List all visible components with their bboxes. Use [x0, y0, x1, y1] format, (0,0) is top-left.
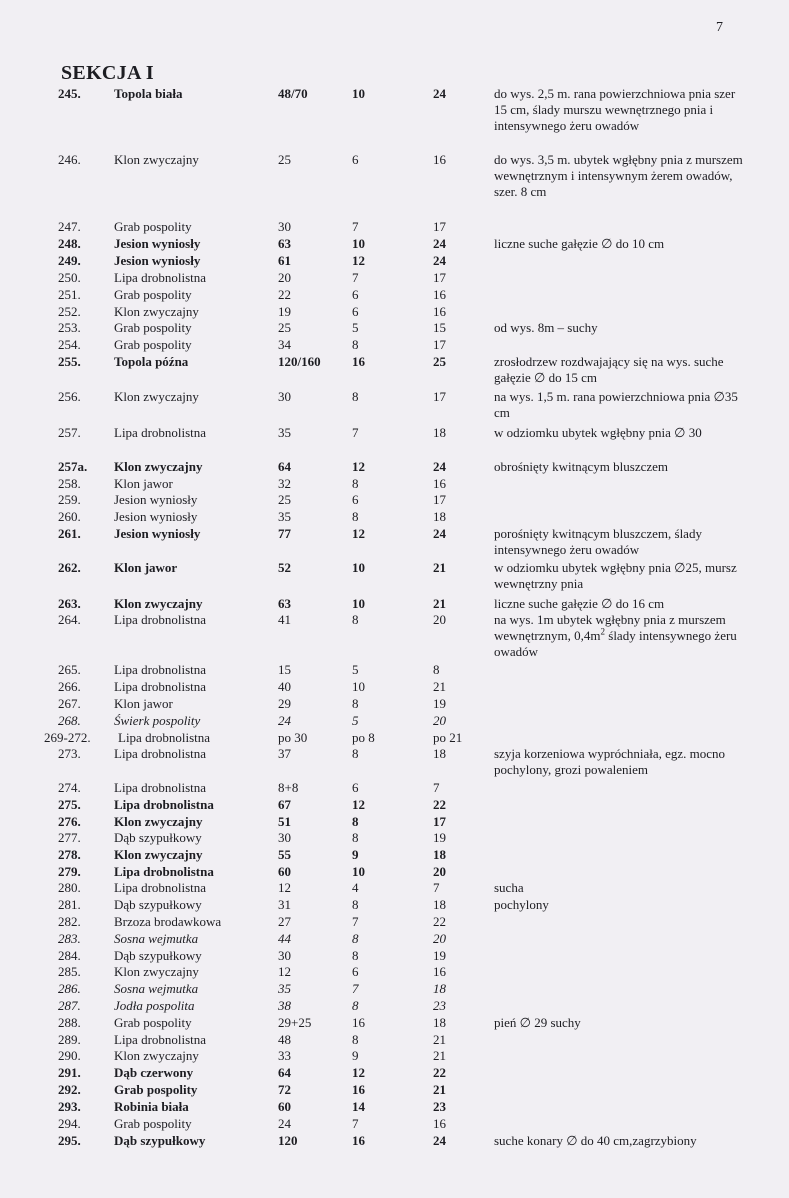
species-name: Lipa drobnolistna [114, 662, 207, 677]
trunk-circumference: 64 [278, 459, 291, 474]
species-name: Lipa drobnolistna [114, 1032, 207, 1047]
species-name: Grab pospolity [114, 1082, 198, 1097]
tree-number: 257. [58, 425, 81, 440]
tree-number: 279. [58, 864, 81, 879]
species-name: Klon zwyczajny [114, 1048, 199, 1063]
species-name: Jesion wyniosły [114, 526, 201, 541]
tree-height: 9 [352, 1048, 359, 1063]
species-name: Lipa drobnolistna [114, 746, 207, 761]
tree-number: 245. [58, 86, 81, 101]
tree-height: 10 [352, 596, 365, 611]
species-name: Klon zwyczajny [114, 596, 203, 611]
species-name: Lipa drobnolistna [114, 780, 207, 795]
crown-width: 15 [433, 320, 446, 335]
species-name: Jesion wyniosły [114, 492, 198, 507]
tree-height: 7 [352, 1116, 359, 1131]
trunk-circumference: 30 [278, 219, 291, 234]
species-name: Topola późna [114, 354, 189, 369]
species-name: Lipa drobnolistna [114, 864, 214, 879]
tree-height: 8 [352, 897, 359, 912]
crown-width: po 21 [433, 730, 463, 745]
tree-height: 7 [352, 981, 359, 996]
section-title: SEKCJA I [61, 62, 154, 84]
crown-width: 7 [433, 780, 440, 795]
trunk-circumference: 120 [278, 1133, 298, 1148]
tree-height: 16 [352, 354, 365, 369]
trunk-circumference: 35 [278, 425, 291, 440]
species-name: Brzoza brodawkowa [114, 914, 222, 929]
tree-height: 6 [352, 964, 359, 979]
tree-number: 261. [58, 526, 81, 541]
species-name: Klon jawor [114, 476, 173, 491]
species-name: Dąb szypułkowy [114, 897, 202, 912]
crown-width: 21 [433, 596, 446, 611]
species-name: Klon zwyczajny [114, 389, 199, 404]
crown-width: 18 [433, 847, 446, 862]
condition-note: w odziomku ubytek wgłębny pnia ∅25, mursz wewnętrzny pnia [494, 560, 737, 591]
tree-number: 280. [58, 880, 81, 895]
crown-width: 22 [433, 914, 446, 929]
crown-width: 21 [433, 679, 446, 694]
tree-height: 5 [352, 320, 359, 335]
trunk-circumference: 55 [278, 847, 291, 862]
trunk-circumference: 31 [278, 897, 291, 912]
tree-number: 289. [58, 1032, 81, 1047]
tree-number: 253. [58, 320, 81, 335]
condition-note: zrosłodrzew rozdwajający się na wys. suche gałęzie ∅ do 15 cm [494, 354, 724, 385]
tree-height: 6 [352, 304, 359, 319]
tree-height: 8 [352, 476, 359, 491]
tree-number: 246. [58, 152, 81, 167]
trunk-circumference: 72 [278, 1082, 291, 1097]
tree-number: 264. [58, 612, 81, 627]
tree-number: 295. [58, 1133, 81, 1148]
tree-height: 12 [352, 526, 365, 541]
tree-number: 263. [58, 596, 81, 611]
tree-height: 12 [352, 253, 365, 268]
crown-width: 22 [433, 797, 446, 812]
tree-height: 6 [352, 492, 359, 507]
tree-height: 16 [352, 1015, 365, 1030]
trunk-circumference: 25 [278, 320, 291, 335]
trunk-circumference: 64 [278, 1065, 291, 1080]
condition-note: na wys. 1,5 m. rana powierzchniowa pnia ∅35 cm [494, 389, 738, 420]
species-name: Dąb czerwony [114, 1065, 194, 1080]
trunk-circumference: 15 [278, 662, 291, 677]
trunk-circumference: 60 [278, 1099, 291, 1114]
tree-height: 8 [352, 998, 359, 1013]
trunk-circumference: 27 [278, 914, 291, 929]
condition-note: liczne suche gałęzie ∅ do 10 cm [494, 236, 665, 251]
tree-height: 7 [352, 914, 359, 929]
condition-note: szyja korzeniowa wypróchniała, egz. mocno pochylony, grozi powaleniem [494, 746, 726, 777]
crown-width: 19 [433, 830, 446, 845]
species-name: Grab pospolity [114, 1015, 192, 1030]
tree-number: 288. [58, 1015, 81, 1030]
tree-number: 262. [58, 560, 81, 575]
tree-height: 6 [352, 287, 359, 302]
crown-width: 18 [433, 1015, 446, 1030]
condition-note: obrośnięty kwitnącym bluszczem [494, 459, 669, 474]
tree-number: 249. [58, 253, 81, 268]
tree-height: 7 [352, 270, 359, 285]
trunk-circumference: 20 [278, 270, 291, 285]
tree-height: 12 [352, 459, 365, 474]
tree-height: po 8 [352, 730, 375, 745]
trunk-circumference: po 30 [278, 730, 308, 745]
tree-number: 283. [58, 931, 81, 946]
species-name: Dąb szypułkowy [114, 830, 202, 845]
species-name: Klon zwyczajny [114, 304, 199, 319]
trunk-circumference: 34 [278, 337, 291, 352]
tree-height: 6 [352, 780, 359, 795]
tree-number: 265. [58, 662, 81, 677]
tree-height: 10 [352, 86, 365, 101]
crown-width: 16 [433, 1116, 446, 1131]
tree-number: 287. [58, 998, 81, 1013]
tree-height: 12 [352, 1065, 365, 1080]
tree-height: 8 [352, 814, 359, 829]
species-name: Klon jawor [114, 696, 173, 711]
species-name: Dąb szypułkowy [114, 1133, 206, 1148]
tree-height: 10 [352, 560, 365, 575]
tree-number: 276. [58, 814, 81, 829]
species-name: Lipa drobnolistna [118, 730, 211, 745]
condition-note: pień ∅ 29 suchy [494, 1015, 581, 1030]
trunk-circumference: 60 [278, 864, 291, 879]
trunk-circumference: 33 [278, 1048, 291, 1063]
crown-width: 19 [433, 948, 446, 963]
species-name: Lipa drobnolistna [114, 880, 207, 895]
species-name: Dąb szypułkowy [114, 948, 202, 963]
trunk-circumference: 35 [278, 509, 291, 524]
species-name: Lipa drobnolistna [114, 679, 207, 694]
trunk-circumference: 24 [278, 713, 291, 728]
trunk-circumference: 51 [278, 814, 291, 829]
crown-width: 25 [433, 354, 446, 369]
crown-width: 24 [433, 236, 446, 251]
trunk-circumference: 12 [278, 964, 291, 979]
trunk-circumference: 77 [278, 526, 291, 541]
condition-note: do wys. 3,5 m. ubytek wgłębny pnia z murszem wewnętrznym i intensywnym żerem owadów, szer. 8 cm [494, 152, 743, 199]
tree-height: 8 [352, 830, 359, 845]
trunk-circumference: 25 [278, 152, 291, 167]
tree-height: 8 [352, 389, 359, 404]
tree-number: 258. [58, 476, 81, 491]
crown-width: 16 [433, 964, 446, 979]
species-name: Sosna wejmutka [114, 931, 199, 946]
condition-note: sucha [494, 880, 524, 895]
crown-width: 20 [433, 713, 446, 728]
condition-note: liczne suche gałęzie ∅ do 16 cm [494, 596, 665, 611]
page-number: 7 [716, 20, 723, 35]
tree-height: 16 [352, 1133, 365, 1148]
trunk-circumference: 41 [278, 612, 291, 627]
species-name: Jodła pospolita [114, 998, 195, 1013]
tree-number: 285. [58, 964, 81, 979]
trunk-circumference: 30 [278, 830, 291, 845]
species-name: Lipa drobnolistna [114, 425, 207, 440]
tree-number: 277. [58, 830, 81, 845]
crown-width: 17 [433, 814, 446, 829]
tree-number: 256. [58, 389, 81, 404]
trunk-circumference: 37 [278, 746, 291, 761]
tree-number: 286. [58, 981, 81, 996]
crown-width: 17 [433, 337, 446, 352]
tree-number: 273. [58, 746, 81, 761]
tree-number: 254. [58, 337, 81, 352]
trunk-circumference: 29 [278, 696, 291, 711]
tree-height: 14 [352, 1099, 365, 1114]
crown-width: 18 [433, 425, 446, 440]
tree-height: 8 [352, 948, 359, 963]
trunk-circumference: 30 [278, 948, 291, 963]
tree-height: 16 [352, 1082, 365, 1097]
crown-width: 24 [433, 459, 446, 474]
crown-width: 18 [433, 509, 446, 524]
crown-width: 24 [433, 253, 446, 268]
species-name: Sosna wejmutka [114, 981, 199, 996]
crown-width: 21 [433, 1048, 446, 1063]
species-name: Jesion wyniosły [114, 236, 201, 251]
crown-width: 8 [433, 662, 440, 677]
tree-number: 248. [58, 236, 81, 251]
crown-width: 7 [433, 880, 440, 895]
tree-height: 8 [352, 931, 359, 946]
species-name: Lipa drobnolistna [114, 270, 207, 285]
crown-width: 17 [433, 219, 446, 234]
tree-number: 282. [58, 914, 81, 929]
species-name: Lipa drobnolistna [114, 797, 214, 812]
tree-height: 12 [352, 797, 365, 812]
tree-number: 294. [58, 1116, 81, 1131]
crown-width: 16 [433, 476, 446, 491]
tree-height: 8 [352, 337, 359, 352]
crown-width: 21 [433, 1032, 446, 1047]
tree-height: 6 [352, 152, 359, 167]
tree-height: 7 [352, 219, 359, 234]
condition-note: suche konary ∅ do 40 cm,zagrzybiony [494, 1133, 697, 1148]
crown-width: 18 [433, 981, 446, 996]
tree-height: 5 [352, 713, 359, 728]
trunk-circumference: 25 [278, 492, 291, 507]
species-name: Grab pospolity [114, 1116, 192, 1131]
crown-width: 16 [433, 304, 446, 319]
tree-number: 267. [58, 696, 81, 711]
crown-width: 16 [433, 152, 446, 167]
tree-number: 290. [58, 1048, 81, 1063]
tree-height: 8 [352, 746, 359, 761]
crown-width: 23 [433, 998, 446, 1013]
trunk-circumference: 120/160 [278, 354, 321, 369]
tree-height: 8 [352, 612, 359, 627]
species-name: Klon zwyczajny [114, 847, 203, 862]
tree-height: 9 [352, 847, 359, 862]
condition-note: pochylony [494, 897, 549, 912]
trunk-circumference: 22 [278, 287, 291, 302]
tree-number: 278. [58, 847, 81, 862]
tree-number: 260. [58, 509, 81, 524]
tree-number: 275. [58, 797, 81, 812]
crown-width: 21 [433, 1082, 446, 1097]
species-name: Grab pospolity [114, 219, 192, 234]
crown-width: 18 [433, 746, 446, 761]
trunk-circumference: 52 [278, 560, 291, 575]
tree-number: 292. [58, 1082, 81, 1097]
trunk-circumference: 24 [278, 1116, 291, 1131]
species-name: Grab pospolity [114, 337, 192, 352]
crown-width: 17 [433, 270, 446, 285]
condition-note: w odziomku ubytek wgłębny pnia ∅ 30 [494, 425, 702, 440]
crown-width: 20 [433, 931, 446, 946]
species-name: Klon zwyczajny [114, 964, 199, 979]
species-name: Klon jawor [114, 560, 178, 575]
condition-note: do wys. 2,5 m. rana powierzchniowa pnia szer 15 cm, ślady murszu wewnętrznego pnia i intensywnego żeru owadów [494, 86, 736, 133]
species-name: Grab pospolity [114, 287, 192, 302]
trunk-circumference: 61 [278, 253, 291, 268]
trunk-circumference: 30 [278, 389, 291, 404]
tree-number: 247. [58, 219, 81, 234]
species-name: Klon zwyczajny [114, 459, 203, 474]
crown-width: 17 [433, 389, 446, 404]
crown-width: 21 [433, 560, 446, 575]
trunk-circumference: 48/70 [278, 86, 308, 101]
tree-number: 252. [58, 304, 81, 319]
tree-number: 251. [58, 287, 81, 302]
condition-note: od wys. 8m – suchy [494, 320, 598, 335]
trunk-circumference: 38 [278, 998, 291, 1013]
crown-width: 24 [433, 86, 446, 101]
species-name: Topola biała [114, 86, 183, 101]
tree-height: 5 [352, 662, 359, 677]
tree-height: 8 [352, 1032, 359, 1047]
species-name: Lipa drobnolistna [114, 612, 207, 627]
tree-number: 281. [58, 897, 81, 912]
trunk-circumference: 29+25 [278, 1015, 312, 1030]
tree-height: 8 [352, 509, 359, 524]
tree-number: 291. [58, 1065, 81, 1080]
tree-number: 269-272. [44, 730, 91, 745]
species-name: Jesion wyniosły [114, 509, 198, 524]
crown-width: 20 [433, 612, 446, 627]
crown-width: 16 [433, 287, 446, 302]
tree-number: 293. [58, 1099, 81, 1114]
tree-number: 250. [58, 270, 81, 285]
crown-width: 19 [433, 696, 446, 711]
tree-height: 8 [352, 696, 359, 711]
tree-number: 274. [58, 780, 81, 795]
trunk-circumference: 44 [278, 931, 291, 946]
trunk-circumference: 63 [278, 596, 291, 611]
tree-height: 10 [352, 679, 365, 694]
condition-note: na wys. 1m ubytek wgłębny pnia z murszem wewnętrznym, $0,4m^2$ ślady intensywnego żeru owadów [494, 612, 737, 659]
tree-height: 4 [352, 880, 359, 895]
tree-height: 10 [352, 236, 365, 251]
crown-width: 20 [433, 864, 446, 879]
crown-width: 24 [433, 526, 446, 541]
crown-width: 24 [433, 1133, 446, 1148]
trunk-circumference: 63 [278, 236, 291, 251]
tree-number: 266. [58, 679, 81, 694]
tree-height: 7 [352, 425, 359, 440]
tree-number: 259. [58, 492, 81, 507]
condition-note: porośnięty kwitnącym bluszczem, ślady intensywnego żeru owadów [494, 526, 702, 557]
species-name: Klon zwyczajny [114, 152, 199, 167]
trunk-circumference: 32 [278, 476, 291, 491]
tree-height: 10 [352, 864, 365, 879]
crown-width: 23 [433, 1099, 446, 1114]
species-name: Robinia biała [114, 1099, 189, 1114]
trunk-circumference: 67 [278, 797, 291, 812]
crown-width: 18 [433, 897, 446, 912]
trunk-circumference: 48 [278, 1032, 291, 1047]
trunk-circumference: 8+8 [278, 780, 299, 795]
tree-number: 257a. [58, 459, 88, 474]
crown-width: 17 [433, 492, 446, 507]
trunk-circumference: 40 [278, 679, 291, 694]
tree-number: 268. [58, 713, 81, 728]
trunk-circumference: 12 [278, 880, 291, 895]
crown-width: 22 [433, 1065, 446, 1080]
tree-number: 284. [58, 948, 81, 963]
species-name: Jesion wyniosły [114, 253, 201, 268]
species-name: Klon zwyczajny [114, 814, 203, 829]
trunk-circumference: 35 [278, 981, 291, 996]
tree-number: 255. [58, 354, 81, 369]
trunk-circumference: 19 [278, 304, 291, 319]
species-name: Grab pospolity [114, 320, 192, 335]
species-name: Świerk pospolity [114, 713, 201, 728]
